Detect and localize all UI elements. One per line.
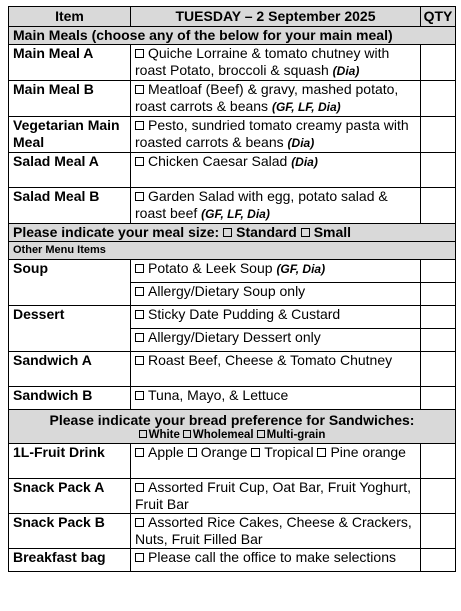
item-name: Salad Meal A	[9, 153, 131, 188]
checkbox-icon[interactable]	[135, 287, 144, 296]
bread-preference-row	[9, 410, 456, 444]
menu-option[interactable]	[131, 117, 421, 153]
menu-option[interactable]	[131, 260, 421, 283]
checkbox-icon[interactable]	[301, 228, 310, 237]
main-meals-section-row	[9, 27, 456, 45]
checkbox-icon[interactable]	[135, 553, 144, 562]
dietary-tag: (GF, LF, Dia)	[201, 207, 270, 221]
meal-size-row	[9, 224, 456, 242]
checkbox-icon[interactable]	[135, 49, 144, 58]
menu-option[interactable]	[131, 549, 421, 572]
checkbox-icon[interactable]	[135, 333, 144, 342]
menu-option[interactable]	[131, 153, 421, 188]
item-name: Main Meal A	[9, 45, 131, 81]
bread-option-multigrain: Multi-grain	[266, 429, 326, 441]
checkbox-icon[interactable]	[251, 448, 260, 457]
bread-preference-cell	[9, 410, 456, 444]
header-item: Item	[9, 7, 131, 27]
bread-options	[13, 428, 451, 442]
menu-option[interactable]	[131, 514, 421, 549]
checkbox-icon[interactable]	[188, 448, 197, 457]
dietary-tag: (Dia)	[291, 155, 318, 169]
salad-meal-b-row	[9, 188, 456, 224]
meal-size-label: Please indicate your meal size:	[13, 224, 220, 240]
fruit-drink-option: Tropical	[264, 444, 314, 460]
snack-pack-a-row	[9, 479, 456, 514]
option-description: Allergy/Dietary Soup only	[148, 283, 306, 299]
fruit-drink-row	[9, 444, 456, 479]
dessert-row	[9, 306, 456, 329]
menu-option[interactable]	[131, 329, 421, 352]
dietary-tag: (GF, Dia)	[276, 262, 326, 276]
main-meals-section-title: Main Meals (choose any of the below for your main meal)	[9, 27, 456, 45]
item-name: Breakfast bag	[9, 549, 131, 572]
salad-meal-a-row	[9, 153, 456, 188]
qty-cell[interactable]	[421, 514, 456, 549]
checkbox-icon[interactable]	[135, 483, 144, 492]
main-meal-b-row	[9, 81, 456, 117]
item-name: Vegetarian Main Meal	[9, 117, 131, 153]
checkbox-icon[interactable]	[135, 356, 144, 365]
other-items-section-title: Other Menu Items	[9, 242, 456, 260]
menu-option[interactable]	[131, 283, 421, 306]
checkbox-icon[interactable]	[135, 85, 144, 94]
qty-cell[interactable]	[421, 387, 456, 410]
checkbox-icon[interactable]	[135, 310, 144, 319]
item-name: Soup	[9, 260, 131, 306]
qty-cell[interactable]	[421, 549, 456, 572]
item-name: Sandwich A	[9, 352, 131, 387]
option-description: Chicken Caesar Salad	[148, 153, 288, 169]
option-description: Assorted Fruit Cup, Oat Bar, Fruit Yoghurt, Fruit Bar	[135, 479, 412, 512]
main-meal-a-row	[9, 45, 456, 81]
checkbox-icon[interactable]	[183, 430, 191, 438]
menu-option[interactable]	[131, 81, 421, 117]
option-description: Meatloaf (Beef) & gravy, mashed potato, roast carrots & beans	[135, 81, 399, 114]
checkbox-icon[interactable]	[257, 430, 265, 438]
checkbox-icon[interactable]	[135, 391, 144, 400]
menu-option[interactable]	[131, 479, 421, 514]
checkbox-icon[interactable]	[139, 430, 147, 438]
checkbox-icon[interactable]	[135, 264, 144, 273]
option-description: Assorted Rice Cakes, Cheese & Crackers, Nuts, Fruit Filled Bar	[135, 514, 412, 547]
header-qty: QTY	[421, 7, 456, 27]
qty-cell[interactable]	[421, 283, 456, 306]
header-row	[9, 7, 456, 27]
option-description: Sticky Date Pudding & Custard	[148, 306, 341, 322]
option-description: Pesto, sundried tomato creamy pasta with roasted carrots & beans	[135, 117, 409, 150]
qty-cell[interactable]	[421, 153, 456, 188]
option-description: Potato & Leek Soup	[148, 260, 273, 276]
dietary-tag: (GF, LF, Dia)	[271, 100, 341, 114]
option-description: Please call the office to make selections	[148, 549, 396, 565]
menu-option[interactable]	[131, 306, 421, 329]
item-name: Snack Pack B	[9, 514, 131, 549]
menu-option[interactable]	[131, 45, 421, 81]
item-name: Sandwich B	[9, 387, 131, 410]
item-name: 1L-Fruit Drink	[9, 444, 131, 479]
bread-option-white: White	[148, 429, 180, 441]
qty-cell[interactable]	[421, 117, 456, 153]
menu-option[interactable]	[131, 387, 421, 410]
vegetarian-main-meal-row	[9, 117, 456, 153]
qty-cell[interactable]	[421, 45, 456, 81]
soup-row	[9, 260, 456, 283]
checkbox-icon[interactable]	[135, 157, 144, 166]
sandwich-b-row	[9, 387, 456, 410]
bread-option-wholemeal: Wholemeal	[192, 429, 254, 441]
option-description: Allergy/Dietary Dessert only	[148, 329, 321, 345]
menu-order-table	[8, 6, 456, 572]
option-description: Quiche Lorraine & tomato chutney with roast Potato, broccoli & squash	[135, 45, 390, 78]
dietary-tag: (Dia)	[332, 64, 360, 78]
qty-cell[interactable]	[421, 444, 456, 479]
item-name: Main Meal B	[9, 81, 131, 117]
item-name: Snack Pack A	[9, 479, 131, 514]
other-items-section-row	[9, 242, 456, 260]
qty-cell[interactable]	[421, 81, 456, 117]
checkbox-icon[interactable]	[135, 121, 144, 130]
qty-cell[interactable]	[421, 188, 456, 224]
option-description: Roast Beef, Cheese & Tomato Chutney	[148, 352, 393, 368]
snack-pack-b-row	[9, 514, 456, 549]
meal-size-prompt	[9, 224, 456, 242]
item-name: Salad Meal B	[9, 188, 131, 224]
qty-cell[interactable]	[421, 306, 456, 329]
checkbox-icon[interactable]	[223, 228, 232, 237]
meal-size-option-standard: Standard	[236, 224, 297, 240]
fruit-drink-option: Pine orange	[330, 444, 406, 460]
sandwich-a-row	[9, 352, 456, 387]
checkbox-icon[interactable]	[135, 448, 144, 457]
fruit-drink-option: Orange	[200, 444, 248, 460]
menu-option[interactable]	[131, 352, 421, 387]
qty-cell[interactable]	[421, 329, 456, 352]
item-name: Dessert	[9, 306, 131, 352]
meal-size-option-small: Small	[313, 224, 352, 240]
fruit-drink-options	[131, 444, 421, 479]
checkbox-icon[interactable]	[135, 518, 144, 527]
option-description: Garden Salad with egg, potato salad & roast beef	[135, 188, 388, 221]
breakfast-bag-row	[9, 549, 456, 572]
fruit-drink-option: Apple	[148, 444, 184, 460]
qty-cell[interactable]	[421, 479, 456, 514]
bread-preference-prompt: Please indicate your bread preference for Sandwiches:	[49, 412, 415, 428]
option-description: Tuna, Mayo, & Lettuce	[148, 387, 289, 403]
checkbox-icon[interactable]	[135, 192, 144, 201]
dietary-tag: (Dia)	[287, 136, 315, 150]
checkbox-icon[interactable]	[317, 448, 326, 457]
qty-cell[interactable]	[421, 352, 456, 387]
header-day: TUESDAY – 2 September 2025	[131, 7, 421, 27]
menu-option[interactable]	[131, 188, 421, 224]
qty-cell[interactable]	[421, 260, 456, 283]
